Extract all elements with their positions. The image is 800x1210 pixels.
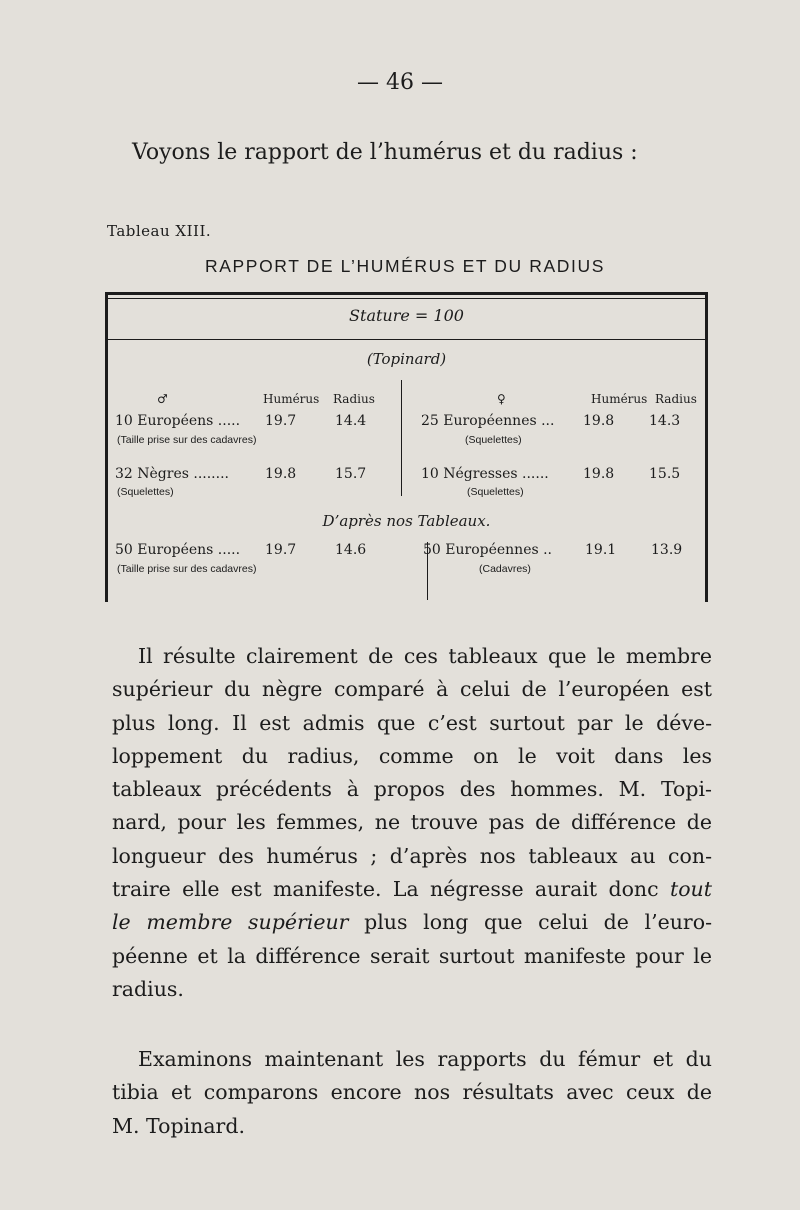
table-stature-rule <box>105 339 708 340</box>
paragraph-1-line-9-text: traire elle est manifeste. La négresse aurait donc <box>112 877 659 902</box>
row1-left-humerus: 19.7 <box>265 413 297 429</box>
row2-left-note: (Squelettes) <box>117 486 174 498</box>
source-topinard: (Topinard) <box>366 350 447 368</box>
row3-right-note: (Cadavres) <box>479 563 531 575</box>
table-title: RAPPORT DE L’HUMÉRUS ET DU RADIUS <box>205 256 605 276</box>
paragraph-1-line-10 <box>112 906 712 939</box>
paragraph-2-line: Examinons maintenant les rapports du fémur et du <box>138 1047 712 1071</box>
row2-right-group: 10 Négresses ...... <box>421 466 549 482</box>
paragraph-1-line: loppement du radius, comme on le voit dans les <box>112 743 712 768</box>
row1-left-radius: 14.4 <box>335 413 367 429</box>
paragraph-1-line: péenne et la différence serait surtout manifeste pour le <box>112 943 712 968</box>
row3-left-group: 50 Européens ..... <box>115 542 241 558</box>
row3-left-note: (Taille prise sur des cadavres) <box>117 563 257 575</box>
paragraph-1-line: tableaux précédents à propos des hommes. M. Topi- <box>112 777 712 802</box>
row1-left-group: 10 Européens ..... <box>115 413 241 429</box>
paragraph-1-line-10-text: plus long que celui de l’euro- <box>364 910 712 935</box>
italic-membre-superieur: le membre supérieur <box>112 910 349 935</box>
row1-right-group: 25 Européennes ... <box>421 413 555 429</box>
male-symbol: ♂ <box>157 392 168 406</box>
row2-right-humerus: 19.8 <box>583 466 615 482</box>
row2-right-radius: 15.5 <box>649 466 681 482</box>
paragraph-1-line: supérieur du nègre comparé à celui de l’européen est <box>112 677 712 702</box>
paragraph-1-line: longueur des humérus ; d’après nos tableaux au con- <box>112 843 712 868</box>
row1-right-radius: 14.3 <box>649 413 681 429</box>
row1-right-note: (Squelettes) <box>465 434 522 446</box>
row1-left-note: (Taille prise sur des cadavres) <box>117 434 257 446</box>
source-ours: D’après nos Tableaux. <box>322 512 491 530</box>
paragraph-1-line: plus long. Il est admis que c’est surtout par le déve- <box>112 710 712 735</box>
row3-right-humerus: 19.1 <box>585 542 617 558</box>
row2-left-radius: 15.7 <box>335 466 367 482</box>
row1-right-humerus: 19.8 <box>583 413 615 429</box>
row3-right-group: 50 Européennes .. <box>423 542 553 558</box>
left-col-radius: Radius <box>333 392 375 406</box>
female-symbol: ♀ <box>497 392 506 406</box>
paragraph-1-line: Il résulte clairement de ces tableaux que le membre <box>138 644 712 668</box>
right-col-humerus: Humérus <box>591 392 648 406</box>
row2-right-note: (Squelettes) <box>467 486 524 498</box>
paragraph-1-line-9 <box>112 873 712 906</box>
row2-left-humerus: 19.8 <box>265 466 297 482</box>
table-label: Tableau XIII. <box>107 222 212 240</box>
table-top-thin-rule <box>105 298 708 299</box>
paragraph-2-line: M. Topinard. <box>112 1113 245 1138</box>
page-number: — 46 — <box>357 70 443 95</box>
stature-label: Stature = 100 <box>349 306 464 325</box>
paragraph-2-line: tibia et comparons encore nos résultats avec ceux de <box>112 1080 712 1105</box>
paragraph-2 <box>112 1043 712 1143</box>
italic-tout: tout <box>669 877 712 902</box>
row3-left-radius: 14.6 <box>335 542 367 558</box>
table-top-thick-rule <box>105 292 708 295</box>
paragraph-1 <box>112 640 712 1006</box>
paragraph-1-line: radius. <box>112 976 184 1001</box>
row3-right-radius: 13.9 <box>651 542 683 558</box>
left-col-humerus: Humérus <box>263 392 320 406</box>
data-table <box>105 292 708 602</box>
row3-left-humerus: 19.7 <box>265 542 297 558</box>
table-center-divider-top <box>401 380 402 496</box>
row2-left-group: 32 Nègres ........ <box>115 466 229 482</box>
right-col-radius: Radius <box>655 392 697 406</box>
paragraph-1-line: nard, pour les femmes, ne trouve pas de différence de <box>112 810 712 835</box>
intro-sentence: Voyons le rapport de l’humérus et du radius : <box>132 140 638 165</box>
